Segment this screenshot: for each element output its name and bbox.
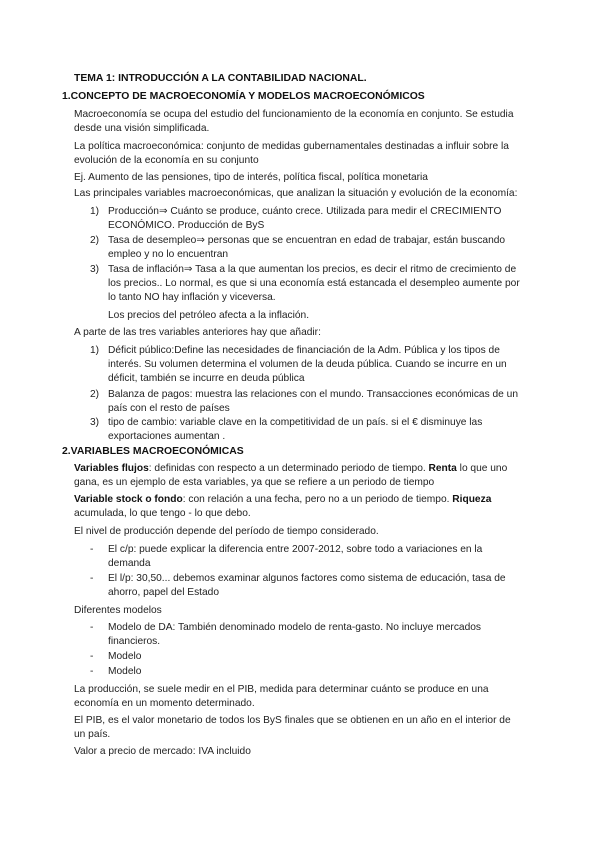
- list-item-line: Balanza de pagos: muestra las relaciones con el mundo. Transacciones económicas de un: [108, 389, 519, 400]
- paragraph-line: A parte de las tres variables anteriores hay que añadir:: [74, 327, 321, 338]
- list-item-line: interés. Su volumen determina el volumen de la deuda pública. Cuando se incurre en un: [108, 359, 507, 370]
- paragraph-line: gana, es un ejemplo de esta variables, ya que se refiere a un periodo de tiempo: [74, 477, 435, 488]
- paragraph-line: Macroeconomía se ocupa del estudio del funcionamiento de la economía en conjunto. Se estudia: [74, 109, 514, 120]
- flujos-term: Variables flujos: [74, 463, 149, 474]
- list-item-line: El c/p: puede explicar la diferencia entre 2007-2012, sobre todo a variaciones en la: [108, 544, 483, 555]
- list-item-line: exportaciones aumentan .: [108, 431, 226, 442]
- list-number: 1): [90, 206, 100, 217]
- renta-def: lo que uno: [456, 463, 508, 474]
- paragraph-line: La producción, se suele medir en el PIB, medida para determinar cuánto se produce en una: [74, 684, 489, 695]
- paragraph-line: evolución de la economía en su conjunto: [74, 155, 259, 166]
- list-item-line: Tasa de desempleo⇒ personas que se encuentran en edad de trabajar, están buscando: [108, 235, 506, 246]
- paragraph-line: desde una visión simplificada.: [74, 123, 210, 134]
- list-item-line: tipo de cambio: variable clave en la competitividad de un país. si el € disminuye las: [108, 417, 483, 428]
- list-item-line: Tasa de inflación⇒ Tasa a la que aumentan los precios, es decir el ritmo de crecimiento de: [108, 264, 517, 275]
- stock-term: Variable stock o fondo: [74, 494, 183, 505]
- list-number: 3): [90, 264, 100, 275]
- flujos-def: : definidas con respecto a un determinado periodo de tiempo.: [148, 463, 429, 474]
- section2-heading: 2.VARIABLES MACROECONÓMICAS: [62, 446, 244, 457]
- dash-bullet: -: [90, 666, 94, 677]
- paragraph-line: Diferentes modelos: [74, 605, 162, 616]
- list-item-line: Modelo de DA: También denominado modelo de renta-gasto. No incluye mercados: [108, 622, 482, 633]
- list-item-line: los precios.. Lo normal, es que si una economía está estancada el desempleo aumente por: [108, 278, 520, 289]
- riqueza-term: Riqueza: [452, 494, 492, 505]
- oil-note: Los precios del petróleo afecta a la inflación.: [108, 310, 310, 321]
- list-item-line: país con el resto de países: [108, 403, 230, 414]
- list-item-line: empleo y no lo encuentran: [108, 249, 229, 260]
- list-item-line: financieros.: [108, 636, 161, 647]
- dash-bullet: -: [90, 651, 94, 662]
- section1-heading: 1.CONCEPTO DE MACROECONOMÍA Y MODELOS MACROECONÓMICOS: [62, 91, 425, 102]
- list-item-line: Modelo: [108, 666, 142, 677]
- paragraph-line: El PIB, es el valor monetario de todos los ByS finales que se obtienen en un año en el interior de: [74, 715, 511, 726]
- list-item-line: Modelo: [108, 651, 142, 662]
- stock-line: [74, 493, 491, 506]
- tema-title: TEMA 1: INTRODUCCIÓN A LA CONTABILIDAD NACIONAL.: [74, 73, 367, 84]
- dash-bullet: -: [90, 573, 94, 584]
- list-item-line: demanda: [108, 558, 151, 569]
- dash-bullet: -: [90, 544, 94, 555]
- paragraph-line: Valor a precio de mercado: IVA incluido: [74, 746, 251, 757]
- stock-def: : con relación a una fecha, pero no a un periodo de tiempo.: [182, 494, 453, 505]
- paragraph-line: Ej. Aumento de las pensiones, tipo de interés, política fiscal, política monetaria: [74, 172, 428, 183]
- flujos-line: [74, 462, 507, 475]
- list-number: 2): [90, 389, 100, 400]
- list-item-line: Producción⇒ Cuánto se produce, cuánto crece. Utilizada para medir el CRECIMIENTO: [108, 206, 502, 217]
- paragraph-line: un país.: [74, 729, 111, 740]
- list-number: 2): [90, 235, 100, 246]
- list-number: 1): [90, 345, 100, 356]
- paragraph-line: Las principales variables macroeconómicas, que analizan la situación y evolución de la economía:: [74, 188, 518, 199]
- list-item-line: lo tanto NO hay inflación y viceversa.: [108, 292, 276, 303]
- list-item-line: ECONÓMICO. Producción de ByS: [108, 220, 265, 231]
- list-item-line: El l/p: 30,50... debemos examinar algunos factores como sistema de educación, tasa de: [108, 573, 506, 584]
- list-item-line: ahorro, papel del Estado: [108, 587, 220, 598]
- list-item-line: déficit, también se incurre en deuda pública: [108, 373, 305, 384]
- renta-term: Renta: [428, 463, 457, 474]
- paragraph-line: El nivel de producción depende del período de tiempo considerado.: [74, 526, 379, 537]
- dash-bullet: -: [90, 622, 94, 633]
- list-item-line: Déficit público:Define las necesidades de financiación de la Adm. Pública y los tipos de: [108, 345, 500, 356]
- list-number: 3): [90, 417, 100, 428]
- paragraph-line: economía en un momento determinado.: [74, 698, 255, 709]
- paragraph-line: La política macroeconómica: conjunto de medidas gubernamentales destinadas a influir sobre la: [74, 141, 509, 152]
- paragraph-line: acumulada, lo que tengo - lo que debo.: [74, 508, 251, 519]
